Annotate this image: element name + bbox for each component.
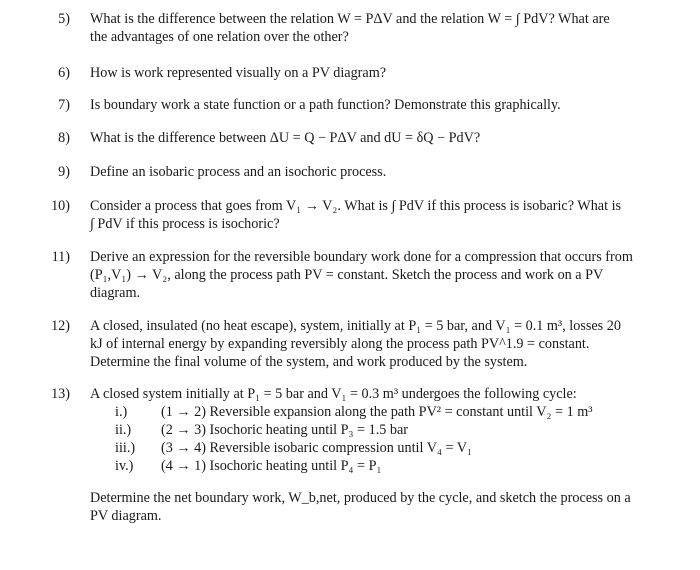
cycle-step	[90, 439, 665, 457]
question-line: Define an isobaric process and an isochoric process.	[90, 164, 387, 180]
question-text	[90, 10, 665, 46]
question-number: 7)	[58, 97, 70, 113]
question-text	[90, 385, 665, 525]
question-text	[90, 163, 665, 181]
question-text	[90, 317, 665, 371]
question-line: PV diagram.	[90, 508, 162, 524]
question-line: Determine the final volume of the system, and work produced by the system.	[90, 354, 528, 370]
step-text: (4 → 1) Isochoric heating until P₄ = P₁	[161, 458, 382, 474]
step-label: iii.)	[115, 440, 136, 456]
question-number: 12)	[51, 318, 70, 334]
step-text: (3 → 4) Reversible isobaric compression until V₄ = V₁	[161, 440, 472, 456]
step-label: i.)	[115, 404, 128, 420]
question-line: What is the difference between ΔU = Q − PΔV and dU = δQ − PdV?	[90, 130, 481, 146]
question-closing	[90, 489, 665, 525]
cycle-step	[90, 403, 665, 421]
question-text	[90, 197, 665, 233]
step-label: ii.)	[115, 422, 132, 438]
cycle-step	[90, 457, 665, 475]
question-text	[90, 248, 665, 302]
question-number: 8)	[58, 130, 70, 146]
cycle-step	[90, 421, 665, 439]
question-number: 5)	[58, 11, 70, 27]
question-intro: A closed system initially at P₁ = 5 bar and V₁ = 0.3 m³ undergoes the following cycle:	[90, 386, 577, 402]
question-line: What is the difference between the relation W = PΔV and the relation W = ∫ PdV? What are	[90, 11, 610, 27]
question-number: 10)	[51, 198, 70, 214]
question-line: diagram.	[90, 285, 141, 301]
question-line: Derive an expression for the reversible boundary work done for a compression that occurs from	[90, 249, 633, 265]
question-line: the advantages of one relation over the other?	[90, 29, 349, 45]
question-line: (P₁,V₁) → V₂, along the process path PV = constant. Sketch the process and work on a PV	[90, 267, 604, 283]
question-number: 11)	[51, 249, 70, 265]
question-line: A closed, insulated (no heat escape), system, initially at P₁ = 5 bar, and V₁ = 0.1 m³, losses 20	[90, 318, 621, 334]
question-text	[90, 64, 665, 82]
step-text: (1 → 2) Reversible expansion along the path PV² = constant until V₂ = 1 m³	[161, 404, 593, 420]
question-text	[90, 129, 665, 147]
step-text: (2 → 3) Isochoric heating until P₃ = 1.5 bar	[161, 422, 408, 438]
question-number: 9)	[58, 164, 70, 180]
question-line: Is boundary work a state function or a path function? Demonstrate this graphically.	[90, 97, 561, 113]
question-line: kJ of internal energy by expanding reversibly along the process path PV^1.9 = constant.	[90, 336, 590, 352]
question-line: ∫ PdV if this process is isochoric?	[90, 216, 280, 232]
question-number: 6)	[58, 65, 70, 81]
question-line: How is work represented visually on a PV diagram?	[90, 65, 387, 81]
question-number: 13)	[51, 386, 70, 402]
question-text	[90, 96, 665, 114]
question-line: Consider a process that goes from V₁ → V₂. What is ∫ PdV if this process is isobaric? What is	[90, 198, 622, 214]
question-line: Determine the net boundary work, W_b,net, produced by the cycle, and sketch the process on a	[90, 490, 631, 506]
step-label: iv.)	[115, 458, 134, 474]
